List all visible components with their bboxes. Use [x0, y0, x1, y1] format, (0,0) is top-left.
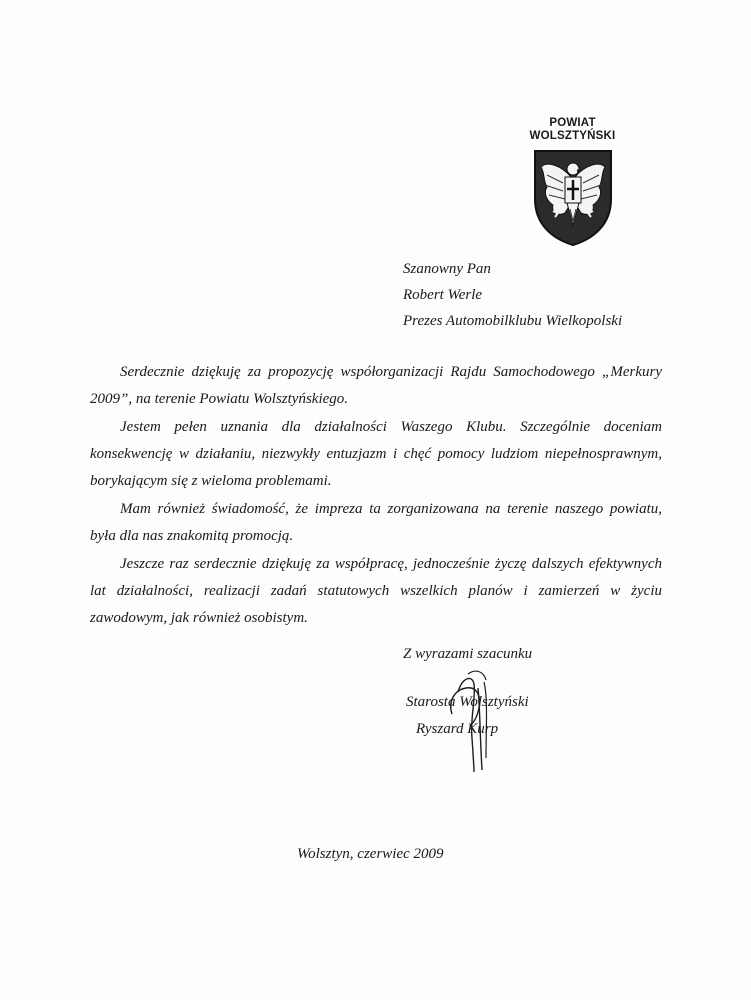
- place-and-date: Wolsztyn, czerwiec 2009: [297, 846, 444, 862]
- addressee-position: Prezes Automobilklubu Wielkopolski: [403, 313, 623, 329]
- addressee-block: [403, 258, 622, 336]
- addressee-salutation: Szanowny Pan: [403, 261, 491, 277]
- signatory-title: Starosta Wolsztyński: [406, 694, 529, 710]
- closing-greeting: Z wyrazami szacunku: [403, 646, 533, 662]
- letterhead: [520, 117, 625, 247]
- body-paragraph-4: Jeszcze raz serdecznie dziękuję za współpracę, jednocześnie życzę dalszych efektywnych lat działalności, realizacji zadań statutowych wszelkich planów i zamierzeń w życiu zawodowym, jak również osobistym.: [90, 556, 662, 626]
- letterhead-line2: WOLSZTYŃSKI: [529, 130, 616, 142]
- addressee-name: Robert Werle: [403, 287, 483, 303]
- signatory-name: Ryszard Kurp: [416, 721, 499, 737]
- handwritten-signature-icon: [432, 658, 522, 778]
- body-paragraph-3: Mam również świadomość, że impreza ta zorganizowana na terenie naszego powiatu, była dla nas znakomitą promocją.: [90, 501, 662, 544]
- body-paragraph-1: Serdecznie dziękuję za propozycję współorganizacji Rajdu Samochodowego „Merkury 2009”, na terenie Powiatu Wolsztyńskiego.: [90, 364, 662, 407]
- letterhead-line1: POWIAT: [549, 117, 596, 129]
- eagle-coat-of-arms-icon: [531, 147, 615, 247]
- letter-body: [90, 359, 662, 633]
- body-paragraph-2: Jestem pełen uznania dla działalności Waszego Klubu. Szczególnie doceniam konsekwencję w działaniu, niezwykły entuzjazm i chęć pomocy ludziom niepełnosprawnym, borykającym się z wieloma problemami.: [90, 419, 662, 489]
